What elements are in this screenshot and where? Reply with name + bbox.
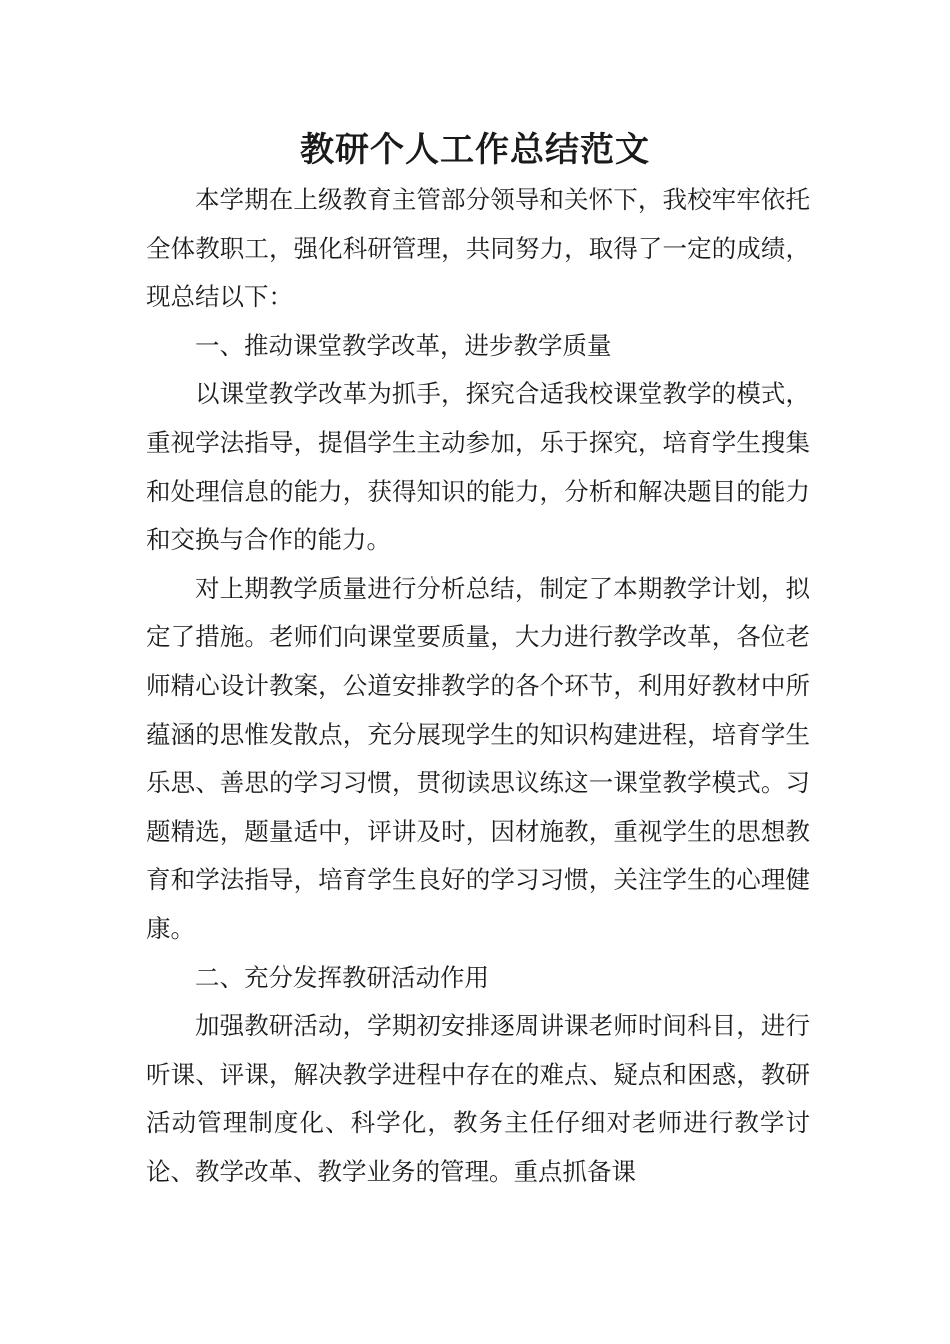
section-heading-1: 一、推动课堂教学改革，进步教学质量 bbox=[195, 330, 612, 360]
document-title: 教研个人工作总结范文 bbox=[300, 130, 650, 170]
paragraph-1: 以课堂教学改革为抓手，探究合适我校课堂教学的模式，重视学法指导，提倡学生主动参加，乐于探究，培育学生搜集和处理信息的能力，获得知识的能力，分析和解决题目的能力和交换与合作的能力。 bbox=[146, 379, 810, 555]
document-body bbox=[146, 176, 810, 1196]
paragraph-3: 加强教研活动，学期初安排逐周讲课老师时间科目，进行听课、评课，解决教学进程中存在的难点、疑点和困惑，教研活动管理制度化、科学化，教务主任仔细对老师进行教学讨论、教学改革、教学业务的管理。重点抓备课 bbox=[146, 1011, 810, 1186]
paragraph-2: 对上期教学质量进行分析总结，制定了本期教学计划，拟定了措施。老师们向课堂要质量，大力进行教学改革，各位老师精心设计教案，公道安排教学的各个环节，利用好教材中所蕴涵的思惟发散点，充分展现学生的知识构建进程，培育学生乐思、善思的学习习惯，贯彻读思议练这一课堂教学模式。习题精选，题量适中，评讲及时，因材施教，重视学生的思想教育和学法指导，培育学生良好的学习习惯，关注学生的心理健康。 bbox=[146, 573, 810, 943]
section-heading-2: 二、充分发挥教研活动作用 bbox=[195, 962, 489, 992]
paragraph-intro: 本学期在上级教育主管部分领导和关怀下，我校牢牢依托全体教职工，强化科研管理，共同努力，取得了一定的成绩，现总结以下： bbox=[146, 185, 810, 312]
